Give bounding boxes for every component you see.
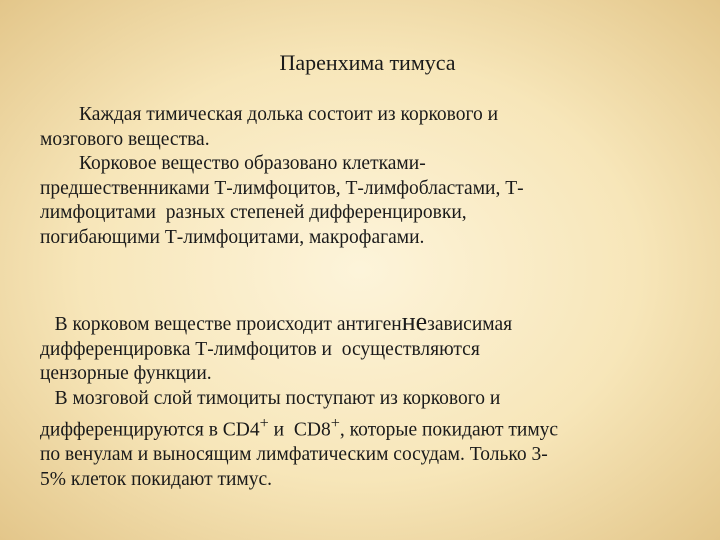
emphasized-text: не [401, 307, 428, 336]
text-line: Корковое вещество образовано клетками- [40, 153, 426, 174]
text-segment: В корковом веществе происходит антиген [40, 314, 402, 335]
text-line [40, 411, 700, 443]
text-line: лимфоцитами разных степеней дифференцировки, [40, 202, 467, 223]
text-line: цензорные функции. [40, 363, 212, 384]
text-line: предшественниками Т-лимфоцитов, Т-лимфобластами, Т- [40, 177, 524, 199]
text-line: дифференцировка Т-лимфоцитов и осуществляются [40, 338, 480, 360]
paragraph-cortex-medulla [40, 103, 700, 250]
text-line: погибающими Т-лимфоцитами, макрофагами. [40, 226, 425, 248]
text-segment: зависимая [427, 314, 513, 335]
text-segment: дифференцируются в CD4 [40, 419, 260, 441]
text-segment: и CD8 [268, 419, 331, 441]
text-line [40, 307, 700, 338]
text-line: В мозговой слой тимоциты поступают из коркового и [40, 387, 501, 409]
superscript: + [330, 414, 340, 432]
text-line: Каждая тимическая долька состоит из коркового и [40, 104, 499, 125]
text-segment: , которые покидают тимус [339, 419, 559, 441]
superscript: + [259, 414, 269, 432]
text-line: мозгового вещества. [40, 128, 210, 150]
text-line: по венулам и выносящим лимфатическим сосудам. Только 3- [40, 444, 548, 465]
paragraph-differentiation [40, 307, 700, 492]
slide-title: Паренхима тимуса [279, 50, 456, 75]
text-line: 5% клеток покидают тимус. [40, 468, 273, 490]
